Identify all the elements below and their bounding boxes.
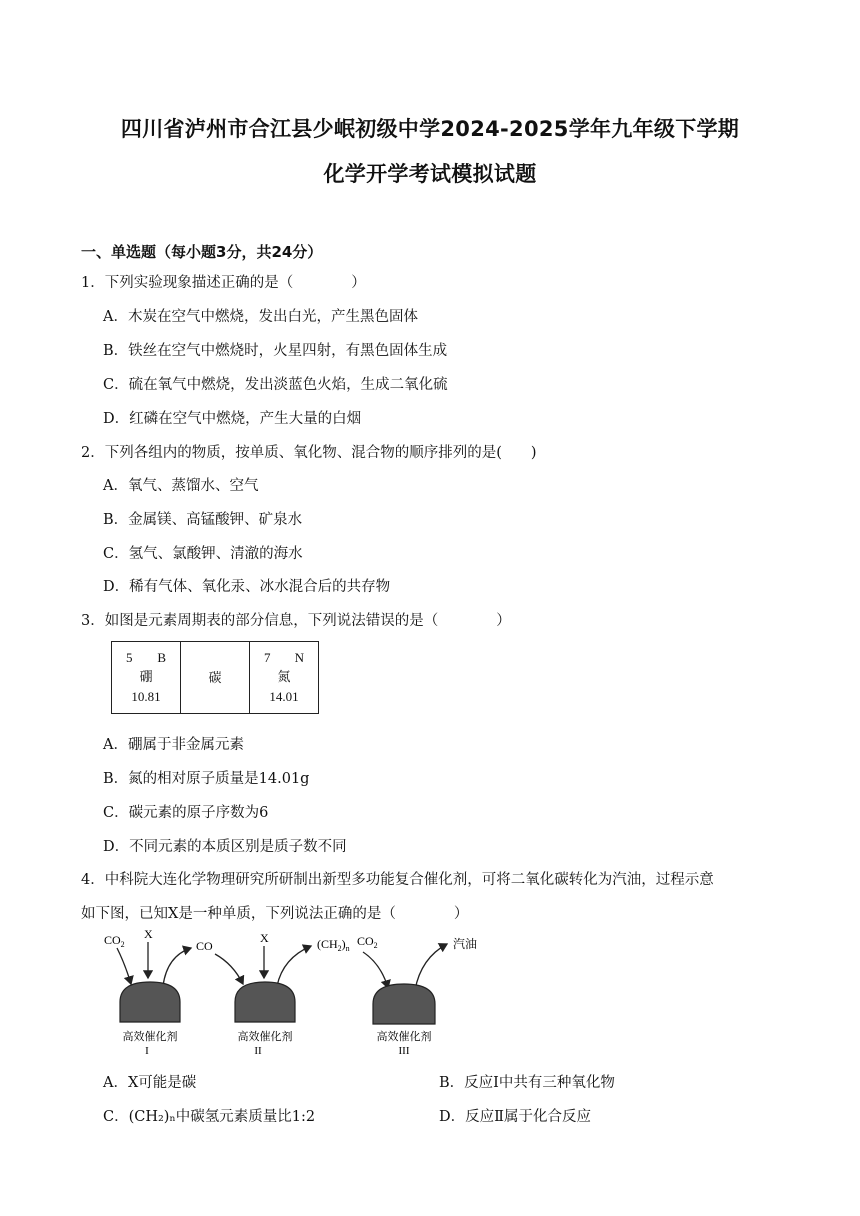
catalyst-block-1 [120,982,180,1022]
question-4-stem-line2: 如下图，已知X是一种单质，下列说法正确的是（ ） [81,906,469,922]
catalyst-label-3: 高效催化剂 [376,1031,432,1043]
question-4-option-d[interactable]: D．反应Ⅱ属于化合反应 [439,1109,591,1125]
question-2-option-d[interactable]: D．稀有气体、氧化汞、冰水混合后的共存物 [103,579,391,595]
question-1-option-d[interactable]: D．红磷在空气中燃烧，产生大量的白烟 [103,411,362,427]
element-name: 硼 [139,668,153,684]
element-mass: 10.81 [131,688,161,704]
page-title-line1: 四川省泸州市合江县少岷初级中学2024-2025学年九年级下学期 [120,117,740,141]
element-name: 氮 [277,668,291,684]
arrow-in [117,948,131,984]
page-title-line2: 化学开学考试模拟试题 [323,162,537,186]
question-4-option-a[interactable]: A．X可能是碳 [103,1075,197,1091]
element-cell-nitrogen [250,642,319,714]
co-label: CO [196,939,213,953]
element-symbol: B [157,649,166,665]
question-3-stem: 3．如图是元素周期表的部分信息，下列说法错误的是（ ） [81,613,511,629]
element-cell-carbon [181,642,250,714]
question-1-option-b[interactable]: B．铁丝在空气中燃烧时，火星四射，有黑色固体生成 [103,343,448,359]
element-number: 7 [264,649,271,665]
question-3-option-a[interactable]: A．硼属于非金属元素 [103,737,244,753]
stage-label-2: II [254,1045,262,1057]
question-2-option-a[interactable]: A．氧气、蒸馏水、空气 [103,478,259,494]
x-label-2: X [260,931,269,945]
stage-label-3: III [398,1045,410,1057]
question-3-option-b[interactable]: B．氮的相对原子质量是14.01g [103,771,310,787]
section-heading: 一、单选题（每小题3分，共24分） [81,243,323,261]
question-3-option-d[interactable]: D．不同元素的本质区别是质子数不同 [103,839,347,855]
catalyst-label-2: 高效催化剂 [237,1031,293,1043]
element-symbol: N [294,649,304,665]
element-mass: 14.01 [269,688,299,704]
co2-label-1: $CO_2$ [104,933,125,949]
question-2-option-c[interactable]: C．氢气、氯酸钾、清澈的海水 [103,546,303,562]
arrow-in-2 [215,954,243,984]
question-4-option-b[interactable]: B．反应Ⅰ中共有三种氧化物 [439,1075,615,1091]
periodic-table-fragment [111,641,319,714]
question-1-option-c[interactable]: C．硫在氧气中燃烧，发出淡蓝色火焰，生成二氧化硫 [103,377,448,393]
question-4-stem-line1: 4．中科院大连化学物理研究所研制出新型多功能复合催化剂，可将二氧化碳转化为汽油，过程示意 [81,872,714,888]
arrow-out-1 [163,948,191,986]
arrow-out-3 [415,944,447,990]
catalyst-block-2 [235,982,295,1022]
ch2n-label: $(CH_2)_n$ [317,937,350,953]
element-name: 碳 [208,669,222,685]
element-cell-boron [112,642,181,714]
catalyst-process-diagram [95,924,495,1064]
x-label-1: X [144,927,153,941]
question-3-option-c[interactable]: C．碳元素的原子序数为6 [103,805,269,821]
arrow-in-3 [363,952,388,988]
catalyst-block-3 [373,984,435,1024]
gasoline-label: 汽油 [453,937,478,951]
stage-label-1: I [145,1045,149,1057]
arrow-out-2 [277,946,311,986]
question-1-stem: 1．下列实验现象描述正确的是（ ） [81,275,366,291]
question-2-stem: 2．下列各组内的物质，按单质、氧化物、混合物的顺序排列的是( ) [81,445,537,461]
question-1-option-a[interactable]: A．木炭在空气中燃烧，发出白光，产生黑色固体 [103,309,418,325]
co2-label-2: $CO_2$ [357,934,378,950]
element-number: 5 [126,649,133,665]
question-4-option-c[interactable]: C．(CH₂)ₙ中碳氢元素质量比1:2 [103,1109,316,1125]
question-2-option-b[interactable]: B．金属镁、高锰酸钾、矿泉水 [103,512,303,528]
catalyst-label-1: 高效催化剂 [122,1031,178,1043]
